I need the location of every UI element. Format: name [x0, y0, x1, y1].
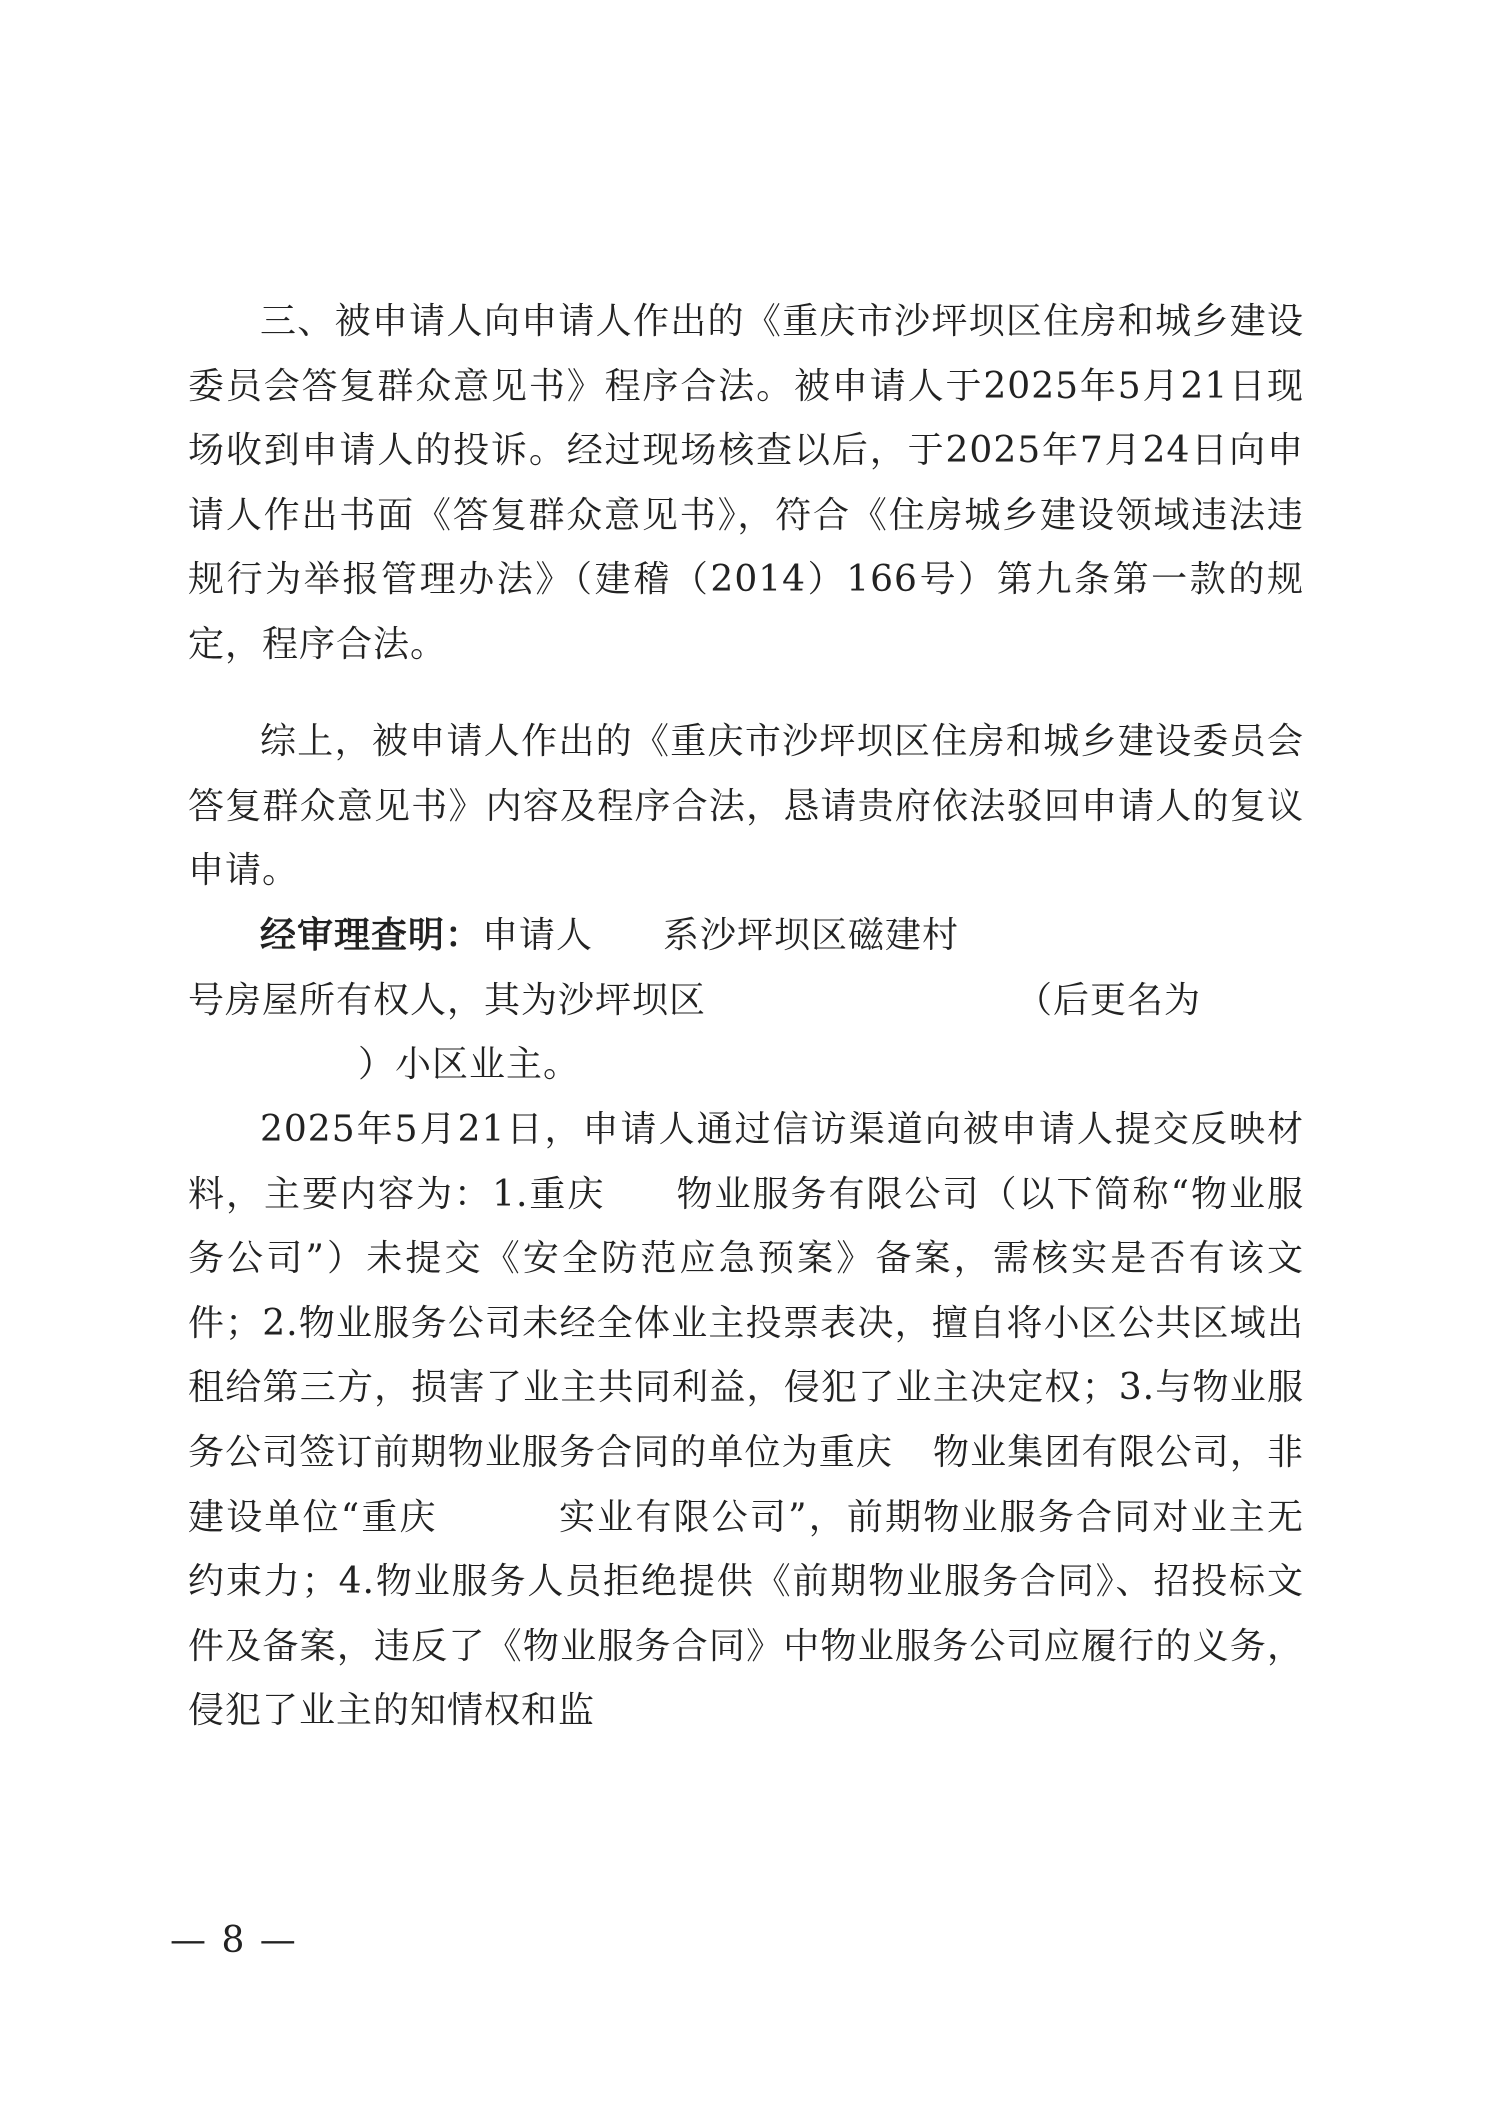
complaint-intro: 2025年5月21日，申请人通过信访渠道向被申请人提交反映材料，主要内容为：1.重庆 — [188, 1109, 1304, 1215]
findings-owner: ）小区业主。 — [358, 1044, 581, 1086]
findings-renamed: （后更名为 — [1016, 979, 1202, 1021]
findings-applicant: 申请人 — [482, 915, 594, 956]
findings-address: 系沙坪坝区磁建村 — [663, 915, 960, 956]
paragraph-findings — [188, 904, 1304, 1098]
paragraph-complaint — [188, 1098, 1304, 1744]
complaint-group: 物业集团有限公司，非建设单位“重庆 — [188, 1431, 1304, 1538]
paragraph-procedure: 三、被申请人向申请人作出的《重庆市沙坪坝区住房和城乡建设委员会答复群众意见书》程序合法。被申请人于2025年5月21日现场收到申请人的投诉。经过现场核查以后，于2025年7月24日向申请人作出书面《答复群众意见书》，符合《住房城乡建设领域违法违规行为举报管理办法》（建稽（2014）166号）第九条第一款的规定，程序合法。 — [188, 301, 1304, 665]
findings-lead: 经审理查明： — [260, 915, 483, 956]
complaint-items: 物业服务有限公司（以下简称“物业服务公司”）未提交《安全防范应急预案》备案，需核实是否有该文件；2.物业服务公司未经全体业主投票表决，擅自将小区公共区域出租给第三方，损害了业主共同利益，侵犯了业主决定权；3.与物业服务公司签订前期物业服务合同的单位为重庆 — [188, 1173, 1305, 1473]
paragraph-conclusion: 综上，被申请人作出的《重庆市沙坪坝区住房和城乡建设委员会答复群众意见书》内容及程序合法，恳请贵府依法驳回申请人的复议申请。 — [188, 721, 1304, 892]
complaint-contract: 实业有限公司”，前期物业服务合同对业主无约束力；4.物业服务人员拒绝提供《前期物业服务合同》、招投标文件及备案，违反了《物业服务合同》中物业服务公司应履行的义务，侵犯了业主的知情权和监 — [188, 1496, 1304, 1732]
page-number: — 8 — — [170, 1920, 298, 1961]
findings-ownership: 号房屋所有权人，其为沙坪坝区 — [188, 979, 707, 1021]
